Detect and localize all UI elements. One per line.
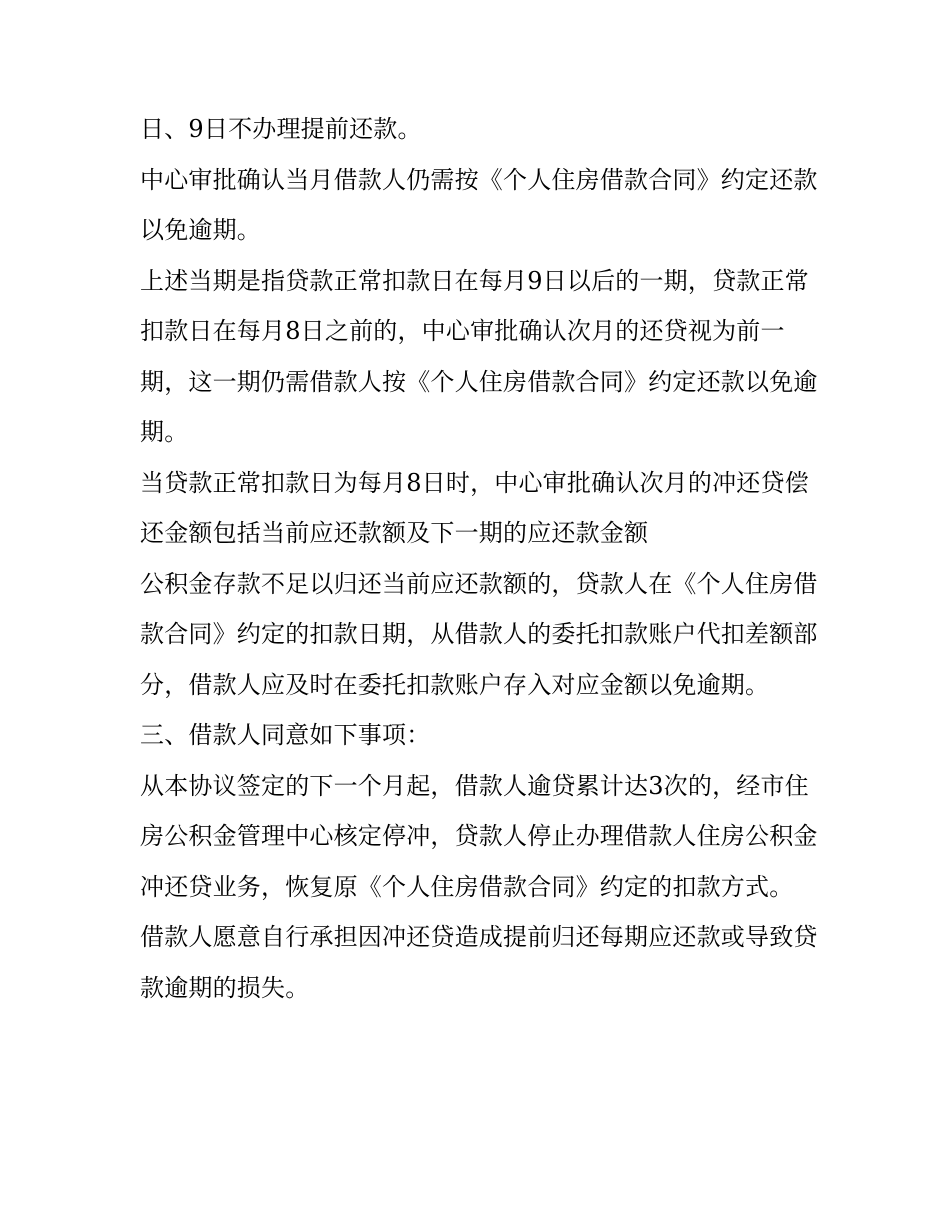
- paragraph-3: 上述当期是指贷款正常扣款日在每月9日以后的一期，贷款正常扣款日在每月8日之前的，中心审批确认次月的还贷视为前一期，这一期仍需借款人按《个人住房借款合同》约定还款以免逾期。: [140, 266, 818, 446]
- section-heading-three: 三、借款人同意如下事项：: [140, 721, 431, 749]
- paragraph-1: 日、9日不办理提前还款。: [140, 115, 422, 143]
- paragraph-7: 从本协议签定的下一个月起，借款人逾贷累计达3次的，经市住房公积金管理中心核定停冲，贷款人停止办理借款人住房公积金冲还贷业务，恢复原《个人住房借款合同》约定的扣款方式。: [140, 771, 818, 901]
- paragraph-8: 借款人愿意自行承担因冲还贷造成提前归还每期应还款或导致贷款逾期的损失。: [140, 923, 818, 1002]
- paragraph-2: 中心审批确认当月借款人仍需按《个人住房借款合同》约定还款以免逾期。: [140, 165, 818, 244]
- paragraph-5: 公积金存款不足以归还当前应还款额的，贷款人在《个人住房借款合同》约定的扣款日期，从借款人的委托扣款账户代扣差额部分，借款人应及时在委托扣款账户存入对应金额以免逾期。: [140, 569, 818, 699]
- paragraph-4: 当贷款正常扣款日为每月8日时，中心审批确认次月的冲还贷偿还金额包括当前应还款额及下一期的应还款金额: [140, 468, 809, 547]
- document-body: [140, 104, 820, 1013]
